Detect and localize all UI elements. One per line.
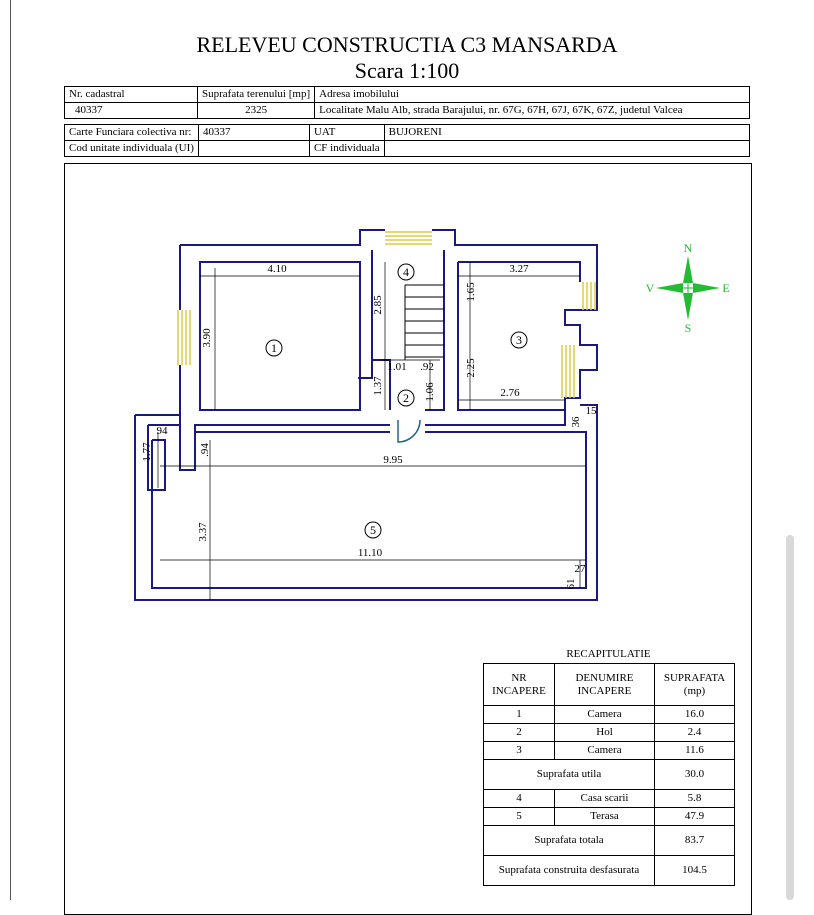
nr-cadastral-label: Nr. cadastral bbox=[65, 87, 198, 103]
room-label-2: 2 bbox=[403, 391, 409, 405]
dim-276: 2.76 bbox=[500, 387, 520, 399]
recap-row-4-nr: 4 bbox=[484, 790, 555, 808]
walls bbox=[135, 230, 597, 600]
recap-table bbox=[483, 663, 735, 886]
recap-row-1-nr: 1 bbox=[484, 706, 555, 724]
dim-137: 1.37 bbox=[372, 376, 384, 396]
recap-row-5-name: Terasa bbox=[555, 808, 655, 826]
recap-row-5-nr: 5 bbox=[484, 808, 555, 826]
recap-title: RECAPITULATIE bbox=[566, 648, 651, 660]
dim-027: 27 bbox=[574, 563, 586, 575]
recap-desf-value: 104.5 bbox=[655, 856, 735, 886]
dim-1110: 11.10 bbox=[357, 547, 383, 559]
recap-row-2-name: Hol bbox=[555, 724, 655, 742]
uat-value: BUJORENI bbox=[384, 125, 749, 141]
adresa-value: Localitate Malu Alb, strada Barajului, nr. 67G, 67H, 67J, 67K, 67Z, judetul Valcea bbox=[315, 103, 750, 119]
room-label-3: 3 bbox=[516, 333, 522, 347]
dim-390: 3.90 bbox=[201, 328, 213, 348]
dim-995: 9.95 bbox=[383, 454, 403, 466]
adresa-label: Adresa imobilului bbox=[315, 87, 750, 103]
compass-s: S bbox=[684, 321, 692, 335]
recap-row-3-nr: 3 bbox=[484, 742, 555, 760]
dim-061: 61 bbox=[565, 578, 577, 590]
room-label-5: 5 bbox=[370, 523, 376, 537]
recap-util-label: Suprafata utila bbox=[484, 760, 655, 790]
compass-n: N bbox=[683, 241, 693, 255]
windows bbox=[178, 232, 595, 398]
scale-label: Scara 1:100 bbox=[354, 58, 460, 83]
room-labels bbox=[266, 264, 527, 538]
recap-row-1-name: Camera bbox=[555, 706, 655, 724]
dim-225: 2.25 bbox=[465, 358, 477, 378]
suprafata-label: Suprafata terenului [mp] bbox=[198, 87, 315, 103]
dim-036: 36 bbox=[570, 416, 582, 428]
dim-101: 1.01 bbox=[387, 361, 407, 373]
recap-desf-label: Suprafata construita desfasurata bbox=[484, 856, 655, 886]
vertical-scrollbar[interactable] bbox=[786, 535, 794, 900]
carte-funciara-value: 40337 bbox=[198, 125, 309, 141]
recap-row-2-area: 2.4 bbox=[655, 724, 735, 742]
recap-row-4-area: 5.8 bbox=[655, 790, 735, 808]
recap-row-3-name: Camera bbox=[555, 742, 655, 760]
dim-094b: .94 bbox=[199, 443, 211, 457]
dim-177: 1.77 bbox=[141, 442, 153, 462]
stairs bbox=[405, 285, 444, 360]
compass-rose bbox=[646, 241, 730, 335]
dim-165: 1.65 bbox=[465, 282, 477, 302]
dim-015: 15 bbox=[585, 405, 597, 417]
recap-util-value: 30.0 bbox=[655, 760, 735, 790]
cod-unitate-label: Cod unitate individuala (UI) bbox=[65, 141, 199, 157]
recap-header-denumire: DENUMIRE INCAPERE bbox=[555, 664, 655, 706]
recap-total-label: Suprafata totala bbox=[484, 826, 655, 856]
dim-285: 2.85 bbox=[372, 295, 384, 315]
recap-row-3-area: 11.6 bbox=[655, 742, 735, 760]
uat-label: UAT bbox=[309, 125, 384, 141]
recap-row-1-area: 16.0 bbox=[655, 706, 735, 724]
dim-327: 3.27 bbox=[509, 263, 529, 275]
dim-337: 3.37 bbox=[197, 522, 209, 542]
dim-094a: 94 bbox=[156, 425, 168, 437]
dim-106: 1.06 bbox=[424, 382, 436, 402]
dim-410: 4.10 bbox=[267, 263, 287, 275]
compass-v: V bbox=[645, 281, 655, 295]
dim-092: .92 bbox=[420, 361, 434, 373]
nr-cadastral-value: 40337 bbox=[65, 103, 198, 119]
room-label-1: 1 bbox=[271, 341, 277, 355]
recap-header-suprafata: SUPRAFATA (mp) bbox=[655, 664, 735, 706]
room-label-4: 4 bbox=[403, 265, 409, 279]
recap-header-nr: NR INCAPERE bbox=[484, 664, 555, 706]
compass-e: E bbox=[722, 281, 730, 295]
recap-total-value: 83.7 bbox=[655, 826, 735, 856]
carte-funciara-label: Carte Funciara colectiva nr: bbox=[65, 125, 199, 141]
recap-row-4-name: Casa scarii bbox=[555, 790, 655, 808]
suprafata-value: 2325 bbox=[198, 103, 315, 119]
cf-individuala-label: CF individuala bbox=[309, 141, 384, 157]
page-title: RELEVEU CONSTRUCTIA C3 MANSARDA bbox=[196, 32, 618, 57]
recap-row-5-area: 47.9 bbox=[655, 808, 735, 826]
dimension-texts bbox=[141, 263, 597, 590]
door bbox=[398, 420, 420, 442]
recap-row-2-nr: 2 bbox=[484, 724, 555, 742]
